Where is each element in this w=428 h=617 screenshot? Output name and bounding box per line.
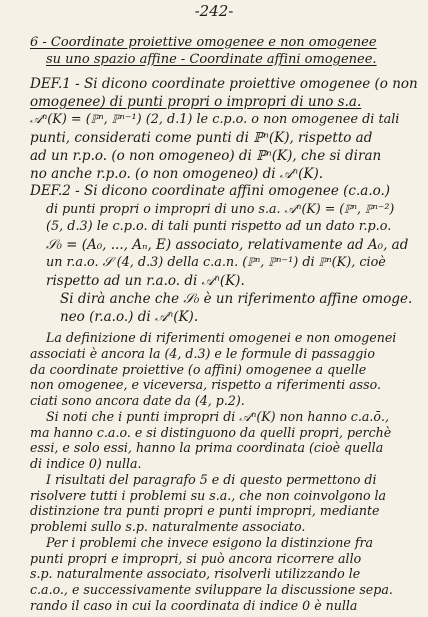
def2-line: un r.a.o. 𝒮 (4, d.3) della c.a.n. (ℙⁿ, ℙⁿ⁻¹) di ℙⁿ(K), cioè: [46, 255, 386, 270]
def2-line: DEF.2 - Si dicono coordinate affini omogenee (c.a.o.): [30, 183, 391, 199]
body-line: problemi sullo s.p. naturalmente associato.: [30, 519, 306, 535]
body-line: I risultati del paragrafo 5 e di questo permettono di: [46, 471, 377, 487]
def1-line: 𝒜ⁿ(K) = (ℙⁿ, ℙⁿ⁻¹) (2, d.1) le c.p.o. o non omogenee di tali: [30, 112, 400, 127]
body-line: di indice 0) nulla.: [30, 456, 142, 472]
def2-line: neo (r.a.o.) di 𝒜ⁿ(K).: [60, 309, 199, 325]
section-heading-line-2: su uno spazio affine - Coordinate affini omogenee.: [46, 52, 377, 67]
def1-line: ad un r.p.o. (o non omogeneo) di ℙⁿ(K), che si diran: [30, 148, 382, 164]
def2-line: rispetto ad un r.a.o. di 𝒜ⁿ(K).: [46, 273, 245, 289]
def1-line: DEF.1 - Si dicono coordinate proiettive omogenee (o non: [30, 76, 418, 92]
body-line: ma hanno c.a.o. e si distinguono da quelli propri, perchè: [30, 424, 392, 440]
body-line: c.a.o., e successivamente sviluppare la discussione sepa.: [30, 582, 393, 598]
def2-line: (5, d.3) le c.p.o. di tali punti rispetto ad un dato r.p.o.: [46, 219, 392, 234]
body-line: distinzione tra punti propri e punti impropri, mediante: [30, 503, 380, 519]
def1-line: no anche r.p.o. (o non omogeneo) di 𝒜ⁿ(K).: [30, 166, 324, 182]
body-line: punti propri e impropri, si può ancora ricorrere allo: [30, 550, 362, 566]
def1-line: omogenee) di punti propri o impropri di uno s.a.: [30, 94, 362, 110]
section-heading-line-1: 6 - Coordinate proiettive omogenee e non omogenee: [30, 35, 377, 50]
def2-line: Si dirà anche che 𝒮₀ è un riferimento affine omoge.: [60, 291, 413, 307]
def2-line: di punti propri o impropri di uno s.a. 𝒜ⁿ(K) = (ℙⁿ, ℙⁿ⁻²): [46, 201, 395, 216]
def1-line: punti, considerati come punti di ℙⁿ(K), rispetto ad: [30, 130, 373, 146]
def2-line: 𝒮₀ = (A₀, ..., Aₙ, E) associato, relativamente ad A₀, ad: [46, 237, 409, 253]
body-line: Per i problemi che invece esigono la distinzione fra: [46, 534, 374, 550]
body-line: non omogenee, e viceversa, rispetto a riferimenti asso.: [30, 377, 381, 393]
body-line: risolvere tutti i problemi su s.a., che non coinvolgono la: [30, 487, 387, 503]
body-line: Si noti che i punti impropri di 𝒜ⁿ(K) non hanno c.a.ō.,: [46, 408, 389, 424]
body-line: da coordinate proiettive (o affini) omogenee a quelle: [30, 361, 367, 377]
body-line: s.p. naturalmente associato, risolverli utilizzando le: [30, 566, 361, 582]
body-line: La definizione di riferimenti omogenei e non omogenei: [46, 330, 397, 345]
page-number: -242-: [194, 2, 234, 20]
body-line: associati è ancora la (4, d.3) e le formule di passaggio: [30, 345, 375, 361]
body-line: essi, e solo essi, hanno la prima coordinata (cioè quella: [30, 440, 384, 456]
body-line: rando il caso in cui la coordinata di indice 0 è nulla: [30, 598, 358, 613]
body-line: ciati sono ancora date da (4, p.2).: [30, 393, 245, 409]
